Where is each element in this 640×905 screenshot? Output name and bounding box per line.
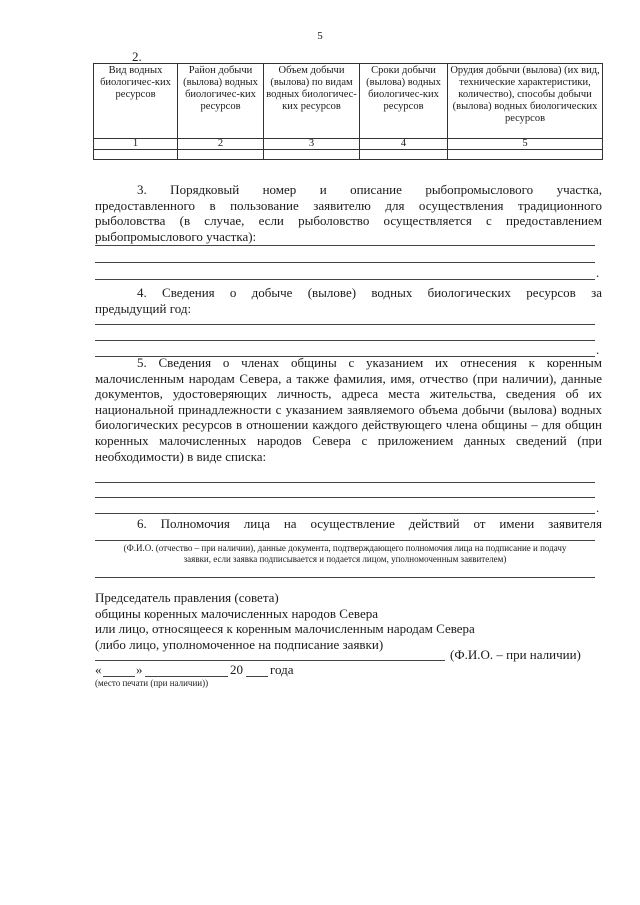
table-number-cell: 5: [448, 139, 603, 150]
table-header-cell: Район добычи (вылова) водных биологичес-ких ресурсов: [178, 64, 264, 139]
table-number-cell: 2: [178, 139, 264, 150]
section-4-body: предыдущий год:: [95, 300, 192, 316]
fill-line[interactable]: [95, 540, 595, 541]
signature-line: общины коренных малочисленных народов Севера: [95, 605, 378, 621]
table-header-cell: Сроки добычи (вылова) водных биологичес-ких ресурсов: [360, 64, 448, 139]
section-5-text: [95, 355, 602, 464]
date-close-quote: »: [136, 662, 143, 677]
table-empty-cell[interactable]: [360, 150, 448, 160]
stamp-note: (место печати (при наличии)): [95, 678, 209, 688]
table-number-cell: 4: [360, 139, 448, 150]
table-header-cell: Объем добычи (вылова) по видам водных биологичес-ких ресурсов: [264, 64, 360, 139]
table-empty-cell[interactable]: [178, 150, 264, 160]
fill-line[interactable]: [95, 324, 595, 325]
section-5-first-line: 5. Сведения о членах общины с указанием их отнесения к коренным: [137, 355, 602, 370]
section-3-text: [95, 182, 602, 244]
table-number-row: [94, 139, 603, 150]
fill-line[interactable]: [95, 340, 595, 341]
section-6-text: [95, 516, 602, 532]
section-4-first-line: 4. Сведения о добыче (вылове) водных биологических ресурсов за: [137, 285, 602, 300]
line-end-dot: .: [596, 500, 600, 515]
section-5-body: малочисленным народам Севера, а также фамилия, имя, отчество (при наличии), данные документов, удостоверяющих личность, адреса места жительства, сведения об их национальной принадлежности с указанием заявляемого объема добычи (вылова) водных биологических ресурсов в отношении каждого действующего члена общины – для общин коренных малочисленных народов Севера с приложением данных сведений (при необходимости) в виде списка:: [95, 370, 602, 464]
fill-line[interactable]: [95, 245, 595, 246]
section-6-note: (Ф.И.О. (отчество – при наличии), данные документа, подтверждающего полномочия лица на подписание и подачу заявки, если заявка подписывается и подается лицом, уполномоченным заявителем): [123, 543, 567, 564]
fill-line[interactable]: [95, 497, 595, 498]
table-number-cell: 3: [264, 139, 360, 150]
section-3-body: предоставленного в пользование заявителю для осуществления традиционного рыболовства (в случае, если рыболовство осуществляется с предоставлением рыбопромыслового участка):: [95, 197, 602, 244]
fio-fill-line[interactable]: [95, 660, 445, 661]
fill-line[interactable]: [95, 513, 595, 514]
date-year-field[interactable]: [246, 676, 268, 677]
section-2-label: 2.: [132, 49, 142, 64]
date-month-field[interactable]: [145, 676, 228, 677]
table-header-row: [94, 64, 603, 139]
signature-block: [95, 590, 475, 652]
fill-line[interactable]: [95, 262, 595, 263]
section-6-first-line: 6. Полномочия лица на осуществление действий от имени заявителя: [137, 516, 602, 531]
fill-line[interactable]: [95, 482, 595, 483]
fio-label: (Ф.И.О. – при наличии): [450, 647, 581, 662]
table-empty-cell[interactable]: [264, 150, 360, 160]
table-header-cell: Орудия добычи (вылова) (их вид, технические характеристики, количество), способы добычи (вылова) водных биологических ресурсов: [448, 64, 603, 139]
signature-line: или лицо, относящееся к коренным малочисленным народам Севера: [95, 621, 475, 637]
date-open-quote: «: [95, 662, 102, 677]
section-4-text: [95, 285, 602, 316]
page-number: 5: [317, 30, 323, 42]
section-3-first-line: 3. Порядковый номер и описание рыбопромыслового участка,: [137, 182, 602, 197]
signature-line: Председатель правления (совета): [95, 590, 279, 605]
fill-line[interactable]: [95, 577, 595, 578]
table-empty-row: [94, 150, 603, 160]
year-prefix: 20: [230, 662, 243, 677]
line-end-dot: .: [596, 265, 600, 280]
line-end-dot: .: [596, 342, 600, 357]
year-suffix: года: [270, 662, 294, 677]
table-header-cell: Вид водных биологичес-ких ресурсов: [94, 64, 178, 139]
table-number-cell: 1: [94, 139, 178, 150]
catch-table: [93, 63, 603, 160]
table-empty-cell[interactable]: [448, 150, 603, 160]
signature-line: (либо лицо, уполномоченное на подписание заявки): [95, 636, 384, 652]
date-day-field[interactable]: [103, 676, 135, 677]
fill-line[interactable]: [95, 279, 595, 280]
table-empty-cell[interactable]: [94, 150, 178, 160]
